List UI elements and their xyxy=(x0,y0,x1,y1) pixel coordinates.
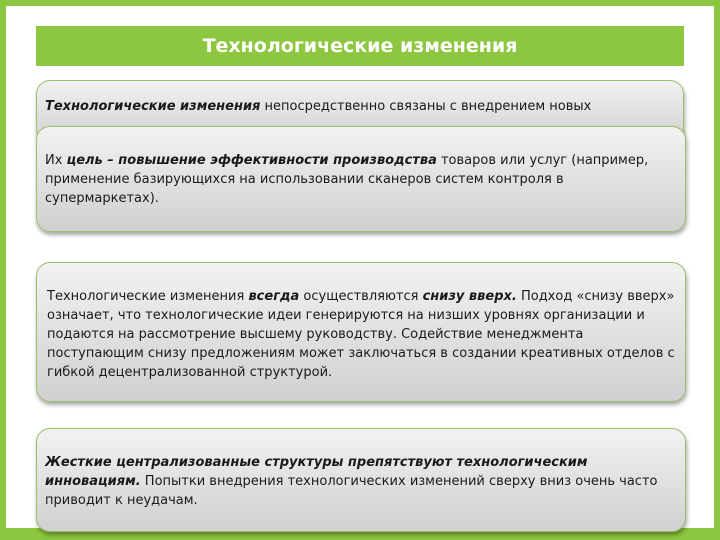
goal-text-end: товаров или услуг (например, применение базирующихся на использовании сканеров систем контроля в супермаркетах). xyxy=(45,153,649,206)
bottom-up-text-2: осуществляются xyxy=(299,289,423,304)
title-bar xyxy=(36,26,684,66)
bottom-up-text-1: Технологические изменения xyxy=(47,289,249,304)
intro-text: непосредственно связаны с внедрением новых xyxy=(260,99,592,114)
text-block-centralized xyxy=(36,428,686,532)
goal-emphasis: цель – повышение эффективности производства xyxy=(66,153,437,168)
goal-text-start: Их xyxy=(45,153,67,168)
intro-emphasis: Технологические изменения xyxy=(45,99,261,114)
text-block-goal xyxy=(36,126,686,232)
centralized-text: Попытки внедрения технологических изменений сверху вниз очень часто приводит к неудачам. xyxy=(45,474,658,508)
bottom-up-emphasis-direction: снизу вверх. xyxy=(422,289,517,304)
bottom-up-text-3: Подход «снизу вверх» означает, что технологические идеи генерируются на низших уровнях организации и подаются на рассмотрение высшему руководству. Содействие менеджмента поступающим снизу предложениям может заключаться в создании креативных отделов с гибкой децентрализованной структурой. xyxy=(47,289,675,380)
page-title: Технологические изменения xyxy=(202,35,518,57)
centralized-emphasis: Жесткие централизованные структуры препятствуют технологическим инновациям. xyxy=(45,455,588,489)
text-block-bottom-up xyxy=(36,262,686,402)
bottom-up-emphasis-always: всегда xyxy=(248,289,300,304)
